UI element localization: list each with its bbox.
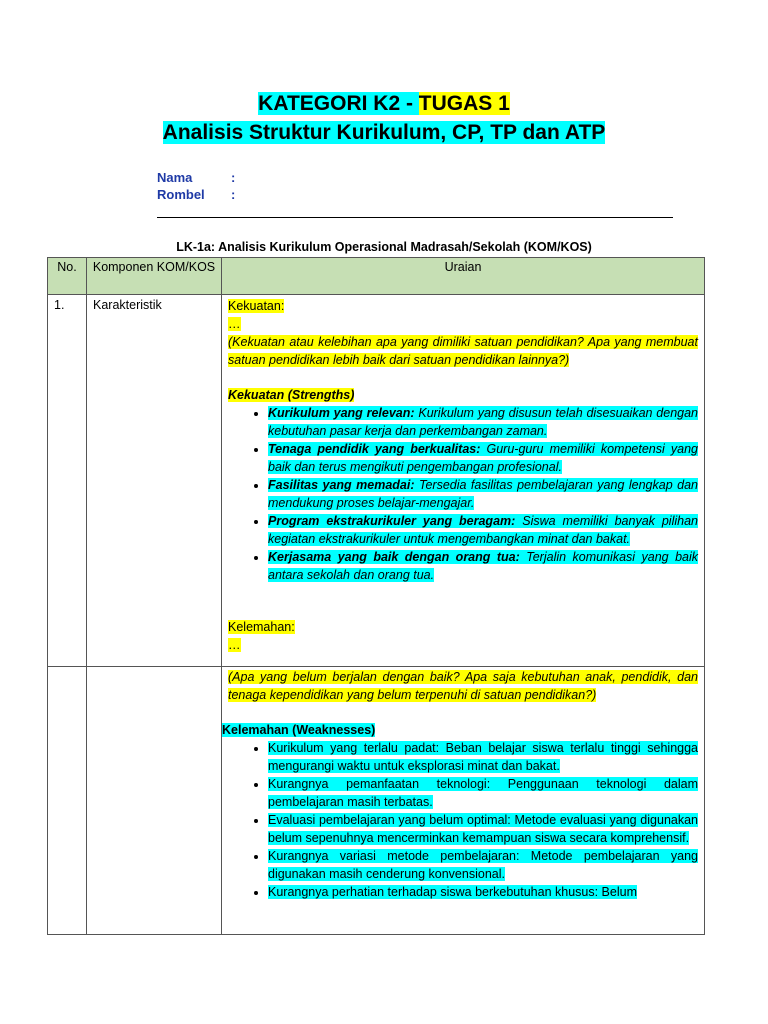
subtitle-text: Analisis Struktur Kurikulum, CP, TP dan ATP <box>162 121 606 144</box>
row-komponen: Karakteristik <box>87 295 222 667</box>
list-item: • Kurikulum yang terlalu padat: Beban belajar siswa terlalu tinggi sehingga mengurangi waktu untuk eksplorasi minat dan bakat. <box>268 739 698 775</box>
kekuatan-prompt: (Kekuatan atau kelebihan apa yang dimiliki satuan pendidikan? Apa yang membuat satuan pendidikan lebih baik dari satuan pendidikan lainnya?) <box>228 335 698 367</box>
list-item: • Kurangnya perhatian terhadap siswa berkebutuhan khusus: Belum <box>268 883 698 901</box>
page-title <box>0 90 768 118</box>
kekuatan-label: Kekuatan: <box>228 299 285 313</box>
strengths-list <box>228 404 698 584</box>
weaknesses-list <box>222 739 698 901</box>
header-uraian: Uraian <box>222 258 705 295</box>
row-komponen <box>87 667 222 935</box>
kekuatan-ellipsis: … <box>228 317 241 331</box>
weaknesses-heading: Kelemahan (Weaknesses) <box>222 723 376 737</box>
strengths-heading: Kekuatan (Strengths) <box>228 388 355 402</box>
nama-colon: : <box>231 170 236 185</box>
page-subtitle <box>0 119 768 147</box>
divider-line <box>157 217 673 218</box>
nama-label: Nama <box>157 170 193 185</box>
list-item: • Evaluasi pembelajaran yang belum optimal: Metode evaluasi yang digunakan belum sepenuhnya mencerminkan kemampuan siswa secara komprehensif. <box>268 811 698 847</box>
header-komponen: Komponen KOM/KOS <box>87 258 222 295</box>
rombel-field <box>157 187 236 202</box>
analysis-table <box>47 257 705 935</box>
section-title: LK-1a: Analisis Kurikulum Operasional Madrasah/Sekolah (KOM/KOS) <box>176 240 592 254</box>
row-uraian <box>222 295 705 667</box>
nama-field <box>157 170 236 185</box>
list-item: • Tenaga pendidik yang berkualitas: Guru-guru memiliki kompetensi yang baik dan terus mengikuti pengembangan profesional. <box>268 440 698 476</box>
kelemahan-label: Kelemahan: <box>228 620 295 634</box>
list-item: • Fasilitas yang memadai: Tersedia fasilitas pembelajaran yang lengkap dan mendukung proses belajar-mengajar. <box>268 476 698 512</box>
table-row <box>48 295 705 667</box>
rombel-colon: : <box>231 187 236 202</box>
table-header-row <box>48 258 705 295</box>
kelemahan-ellipsis: … <box>228 638 241 652</box>
kelemahan-prompt: (Apa yang belum berjalan dengan baik? Apa saja kebutuhan anak, pendidik, dan tenaga kependidikan yang belum terpenuhi di satuan pendidikan?) <box>228 670 698 702</box>
list-item: • Kerjasama yang baik dengan orang tua: Terjalin komunikasi yang baik antara sekolah dan orang tua. <box>268 548 698 584</box>
rombel-label: Rombel <box>157 187 205 202</box>
list-item: • Kurikulum yang relevan: Kurikulum yang disusun telah disesuaikan dengan kebutuhan pasar kerja dan perkembangan zaman. <box>268 404 698 440</box>
list-item: • Program ekstrakurikuler yang beragam: Siswa memiliki banyak pilihan kegiatan ekstrakurikuler untuk mengembangkan minat dan bakat. <box>268 512 698 548</box>
list-item: • Kurangnya variasi metode pembelajaran: Metode pembelajaran yang digunakan masih cenderung konvensional. <box>268 847 698 883</box>
table-row <box>48 667 705 935</box>
title-category: KATEGORI K2 - <box>258 92 419 115</box>
row-no <box>48 667 87 935</box>
row-no: 1. <box>48 295 87 667</box>
header-no: No. <box>48 258 87 295</box>
row-uraian <box>222 667 705 935</box>
list-item: • Kurangnya pemanfaatan teknologi: Penggunaan teknologi dalam pembelajaran masih terbatas. <box>268 775 698 811</box>
title-task: TUGAS 1 <box>418 92 510 115</box>
